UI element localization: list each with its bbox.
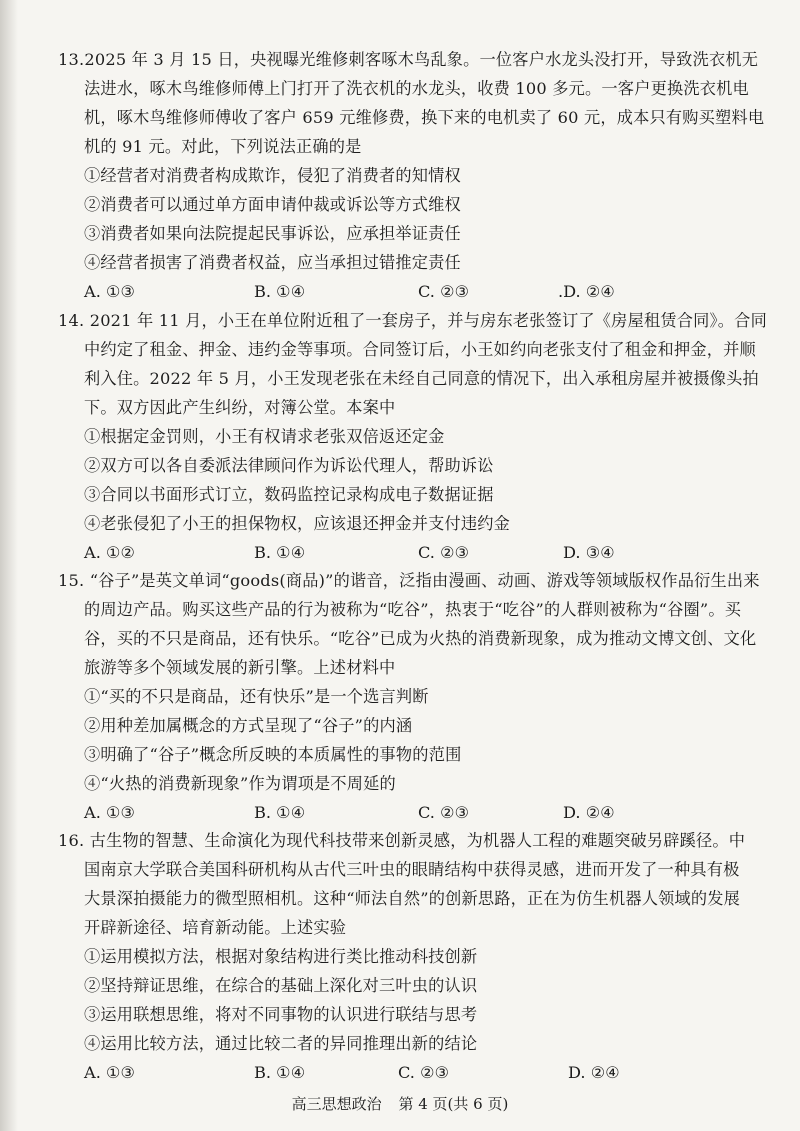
question-stem-line: 机，啄木鸟维修师傅收了客户 659 元维修费，换下来的电机卖了 60 元，成本只有购买塑料电: [84, 108, 765, 127]
question-stem-line: 谷，买的不只是商品，还有快乐。“吃谷”已成为火热的消费新现象，成为推动文博文创、文化: [84, 629, 757, 648]
statement-option: ②用种差加属概念的方式呈现了“谷子”的内涵: [84, 716, 413, 735]
statement-option: ③运用联想思维，将对不同事物的认识进行联结与思考: [84, 1005, 478, 1024]
answer-choice-c: C. ②③: [398, 1063, 450, 1082]
answer-choice-c: C. ②③: [418, 803, 470, 822]
answer-choice-c: C. ②③: [418, 282, 470, 301]
answer-choices: [58, 277, 768, 306]
question-stem-line: 下。双方因此产生纠纷，对簿公堂。本案中: [84, 398, 396, 417]
statement-option: ③明确了“谷子”概念所反映的本质属性的事物的范围: [84, 745, 462, 764]
answer-choice-c: C. ②③: [418, 543, 470, 562]
statement-option: ③合同以书面形式订立，数码监控记录构成电子数据证据: [84, 485, 494, 504]
scan-edge-shadow: [0, 0, 18, 1131]
answer-choice-d: D. ③④: [563, 543, 615, 562]
statement-option: ①“买的不只是商品，还有快乐”是一个选言判断: [84, 687, 429, 706]
answer-choice-a: A. ①③: [84, 282, 136, 301]
statement-option: ②坚持辩证思维，在综合的基础上深化对三叶虫的认识: [84, 976, 478, 995]
answer-choices: [58, 798, 768, 827]
statement-option: ②消费者可以通过单方面申请仲裁或诉讼等方式维权: [84, 195, 461, 214]
question-stem-line: 机的 91 元。对此，下列说法正确的是: [84, 137, 362, 156]
answer-choice-a: A. ①③: [84, 1063, 136, 1082]
question-stem-line: 14. 2021 年 11 月，小王在单位附近租了一套房子，并与房东老张签订了《房屋租赁合同》。合同: [58, 311, 767, 330]
question-stem-line: 利入住。2022 年 5 月，小王发现老张在未经自己同意的情况下，出入承租房屋并被摄像头拍: [84, 369, 759, 388]
question-stem-line: 开辟新途径、培育新动能。上述实验: [84, 918, 347, 937]
answer-choice-d: D. ②④: [568, 1063, 620, 1082]
question-16: [58, 826, 768, 1087]
answer-choice-b: B. ①④: [254, 803, 306, 822]
footer-page-number: 第 4 页(共 6 页): [398, 1095, 509, 1113]
answer-choice-a: A. ①②: [84, 543, 136, 562]
answer-choice-b: B. ①④: [254, 282, 306, 301]
answer-choice-d: D. ②④: [563, 803, 615, 822]
question-stem-line: 的周边产品。购买这些产品的行为被称为“吃谷”，热衷于“吃谷”的人群则被称为“谷圈”。买: [84, 600, 742, 619]
statement-option: ①根据定金罚则，小王有权请求老张双倍返还定金: [84, 427, 445, 446]
question-stem-line: 国南京大学联合美国科研机构从古代三叶虫的眼睛结构中获得灵感，进而开发了一种具有极: [84, 860, 740, 879]
question-stem-line: 旅游等多个领域发展的新引擎。上述材料中: [84, 658, 396, 677]
question-stem-line: 法进水，啄木鸟维修师傅上门打开了洗衣机的水龙头，收费 100 多元。一客户更换洗衣机电: [84, 79, 749, 98]
answer-choice-d: .D. ②④: [558, 282, 615, 301]
question-stem-line: 大景深拍摄能力的微型照相机。这种“师法自然”的创新思路，正在为仿生机器人领域的发展: [84, 889, 741, 908]
answer-choices: [58, 538, 768, 567]
answer-choice-b: B. ①④: [254, 1063, 306, 1082]
statement-option: ④老张侵犯了小王的担保物权，应该退还押金并支付违约金: [84, 514, 511, 533]
statement-option: ④经营者损害了消费者权益，应当承担过错推定责任: [84, 253, 461, 272]
answer-choice-b: B. ①④: [254, 543, 306, 562]
answer-choice-a: A. ①③: [84, 803, 136, 822]
statement-option: ③消费者如果向法院提起民事诉讼，应承担举证责任: [84, 224, 461, 243]
statement-option: ④运用比较方法，通过比较二者的异同推理出新的结论: [84, 1034, 478, 1053]
statement-option: ①经营者对消费者构成欺诈，侵犯了消费者的知情权: [84, 166, 461, 185]
question-13: [58, 45, 768, 306]
question-stem-line: 15. “谷子”是英文单词“goods(商品)”的谐音，泛指由漫画、动画、游戏等领域版权作品衍生出来: [58, 571, 760, 590]
answer-choices: [58, 1058, 768, 1087]
page-footer: [0, 1093, 800, 1115]
statement-option: ④“火热的消费新现象”作为谓项是不周延的: [84, 774, 396, 793]
statement-option: ②双方可以各自委派法律顾问作为诉讼代理人，帮助诉讼: [84, 456, 494, 475]
footer-subject: 高三思想政治: [291, 1095, 382, 1113]
question-15: [58, 566, 768, 827]
question-14: [58, 306, 768, 567]
question-stem-line: 中约定了租金、押金、违约金等事项。合同签订后，小王如约向老张支付了租金和押金，并顺: [84, 340, 756, 359]
statement-option: ①运用模拟方法，根据对象结构进行类比推动科技创新: [84, 947, 478, 966]
question-stem-line: 13.2025 年 3 月 15 日，央视曝光维修刺客啄木鸟乱象。一位客户水龙头没打开，导致洗衣机无: [58, 50, 759, 69]
question-stem-line: 16. 古生物的智慧、生命演化为现代科技带来创新灵感，为机器人工程的难题突破另辟蹊径。中: [58, 831, 746, 850]
